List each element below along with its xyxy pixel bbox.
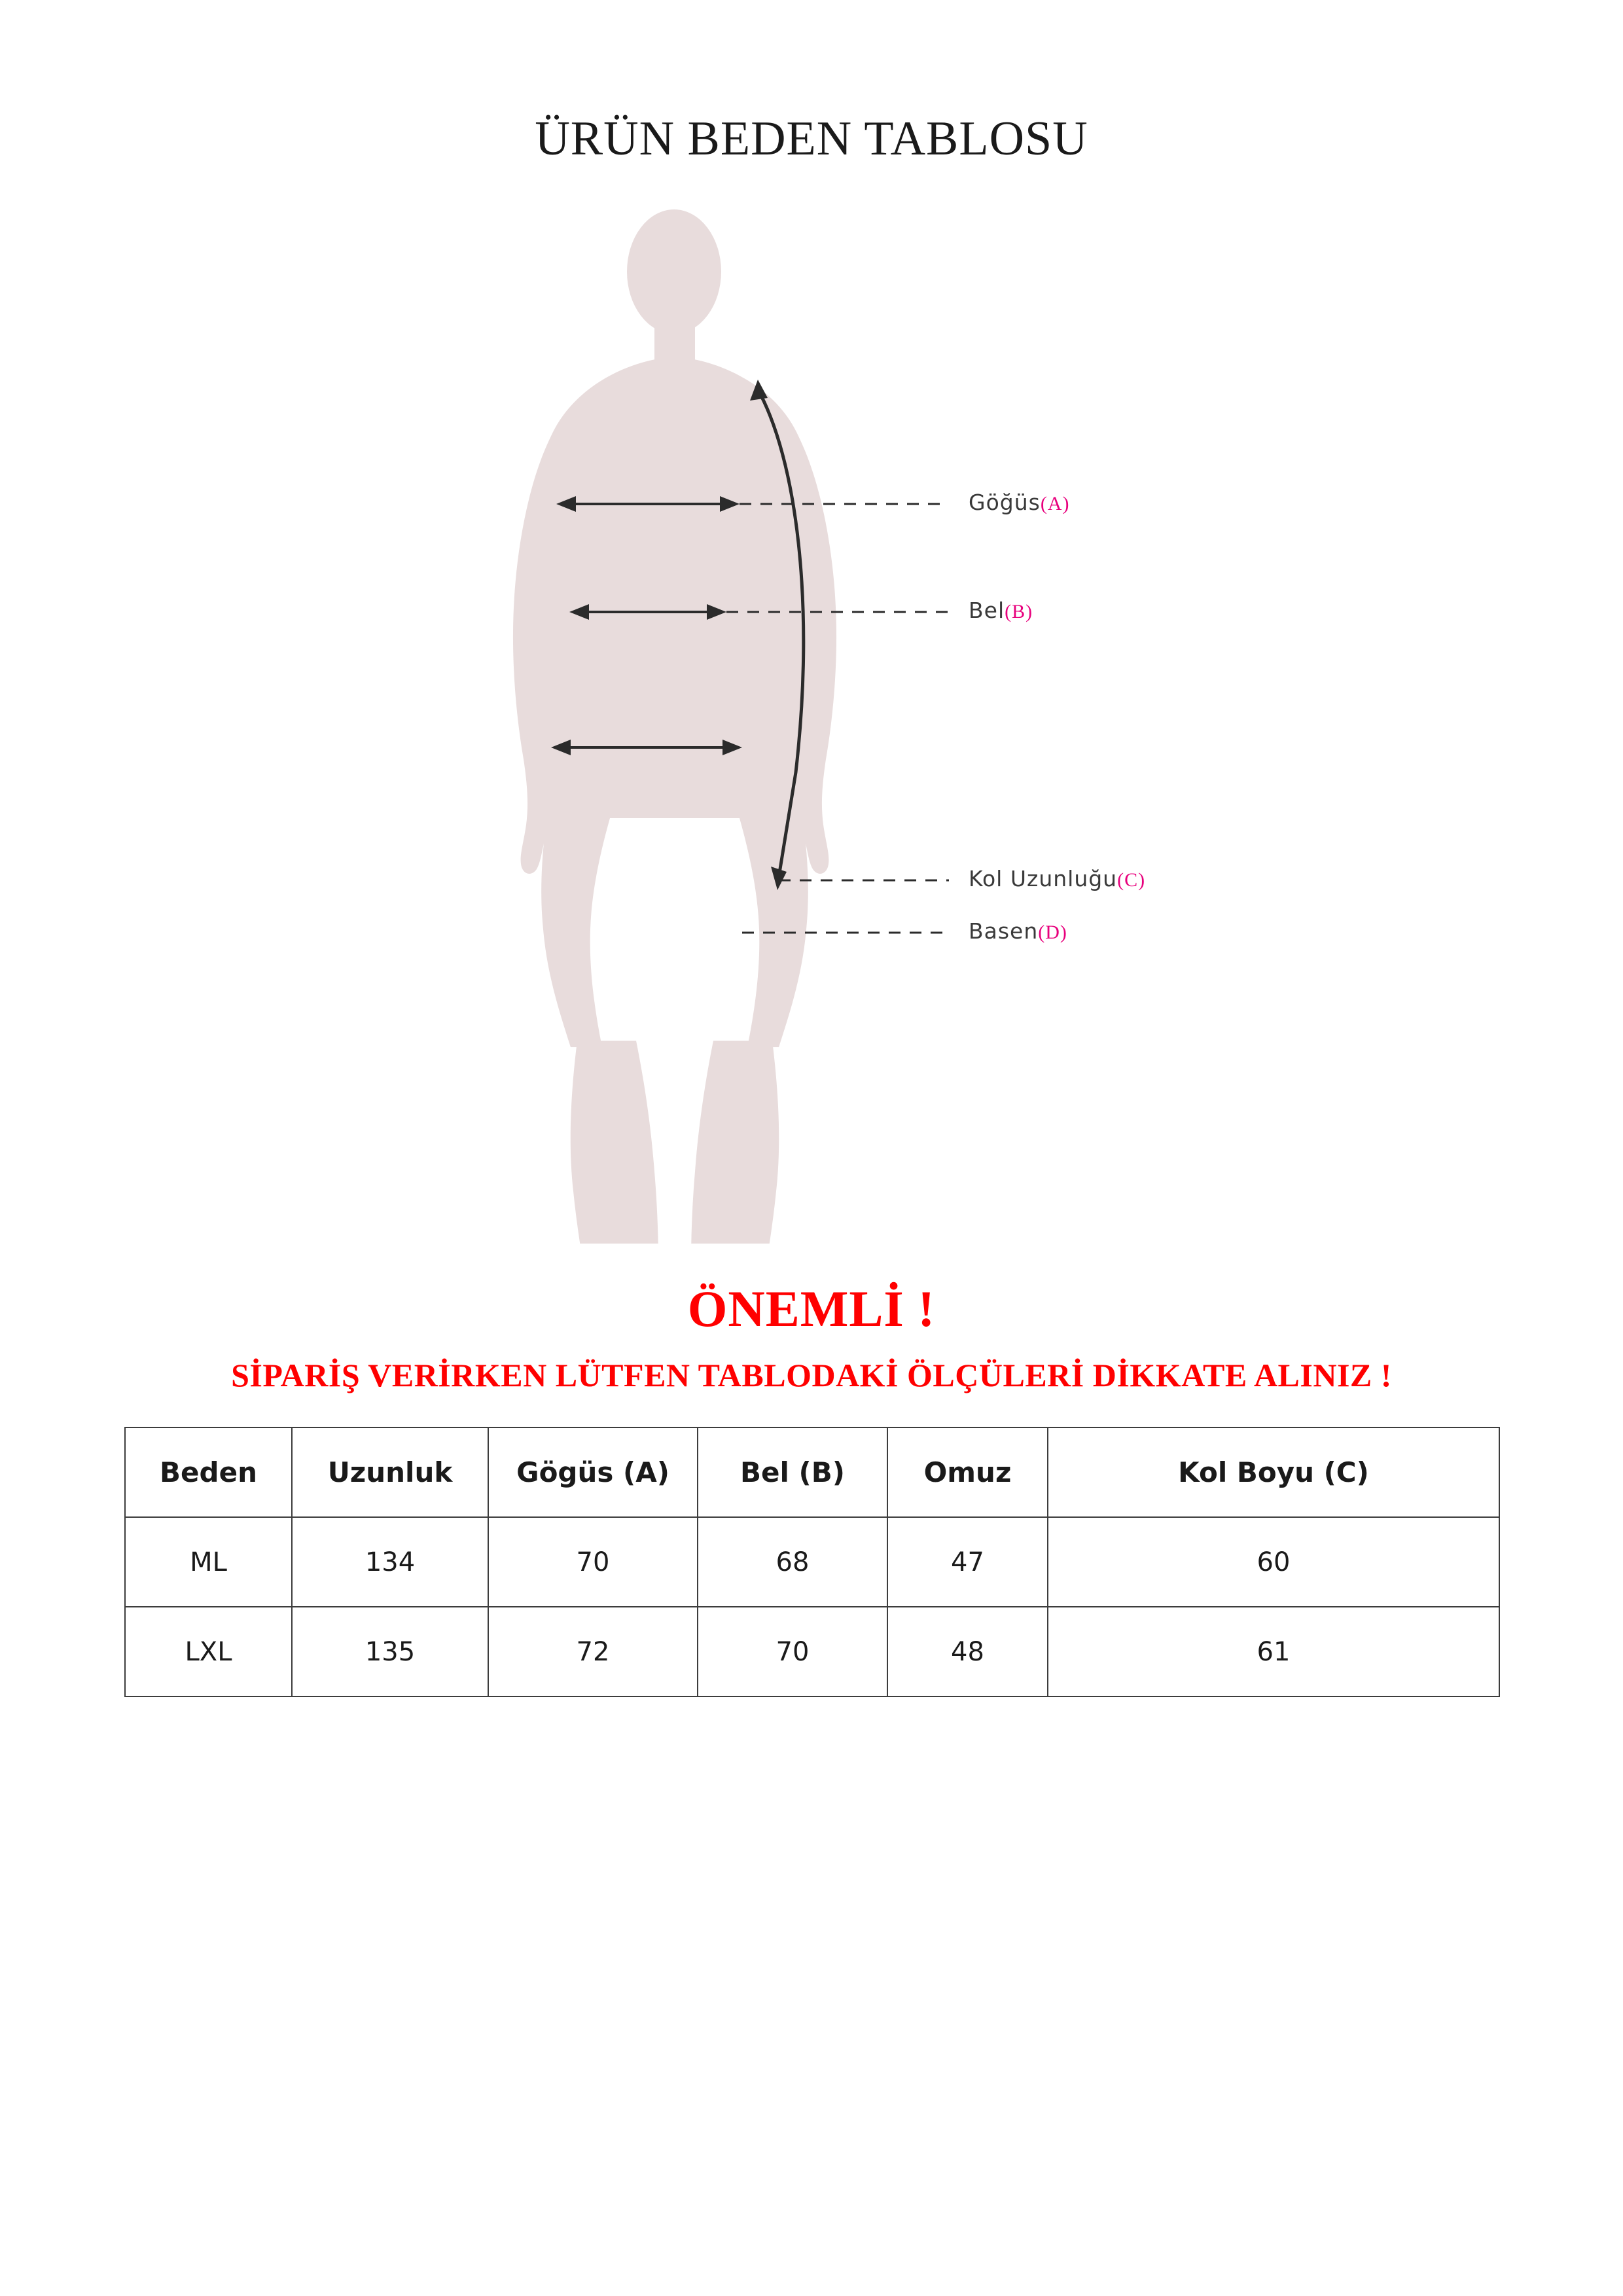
female-silhouette-shape — [513, 209, 836, 1244]
cell-gogus: 70 — [488, 1517, 698, 1607]
silhouette-illustration — [0, 196, 1623, 1244]
label-hip-text: Basen — [969, 918, 1039, 944]
label-waist-text: Bel — [969, 598, 1005, 623]
header-kol-boyu: Kol Boyu (C) — [1048, 1427, 1499, 1517]
header-uzunluk: Uzunluk — [292, 1427, 488, 1517]
cell-kol-boyu: 61 — [1048, 1607, 1499, 1696]
cell-omuz: 48 — [887, 1607, 1048, 1696]
header-bel: Bel (B) — [698, 1427, 887, 1517]
cell-uzunluk: 134 — [292, 1517, 488, 1607]
label-sleeve-length — [969, 866, 1145, 891]
header-omuz: Omuz — [887, 1427, 1048, 1517]
cell-beden: LXL — [125, 1607, 292, 1696]
table-row — [125, 1607, 1499, 1696]
label-hip-code: (D) — [1038, 922, 1067, 943]
label-chest-code: (A) — [1040, 493, 1070, 514]
label-sleeve-text: Kol Uzunluğu — [969, 866, 1118, 891]
label-sleeve-code: (C) — [1117, 869, 1146, 891]
important-subtext: SİPARİŞ VERİRKEN LÜTFEN TABLODAKİ ÖLÇÜLERİ DİKKATE ALINIZ ! — [231, 1357, 1392, 1393]
label-waist — [969, 598, 1033, 623]
label-chest-text: Göğüs — [969, 490, 1041, 515]
header-gogus: Gögüs (A) — [488, 1427, 698, 1517]
cell-beden: ML — [125, 1517, 292, 1607]
cell-uzunluk: 135 — [292, 1607, 488, 1696]
header-beden: Beden — [125, 1427, 292, 1517]
label-chest — [969, 490, 1069, 515]
label-hip — [969, 918, 1067, 944]
table-header-row — [125, 1427, 1499, 1517]
important-headline: ÖNEMLİ ! — [687, 1280, 936, 1337]
page-title: ÜRÜN BEDEN TABLOSU — [535, 112, 1088, 166]
size-diagram — [0, 196, 1623, 1244]
size-table — [124, 1427, 1500, 1697]
cell-gogus: 72 — [488, 1607, 698, 1696]
cell-omuz: 47 — [887, 1517, 1048, 1607]
cell-kol-boyu: 60 — [1048, 1517, 1499, 1607]
cell-bel: 68 — [698, 1517, 887, 1607]
table-row — [125, 1517, 1499, 1607]
label-waist-code: (B) — [1005, 601, 1033, 622]
cell-bel: 70 — [698, 1607, 887, 1696]
